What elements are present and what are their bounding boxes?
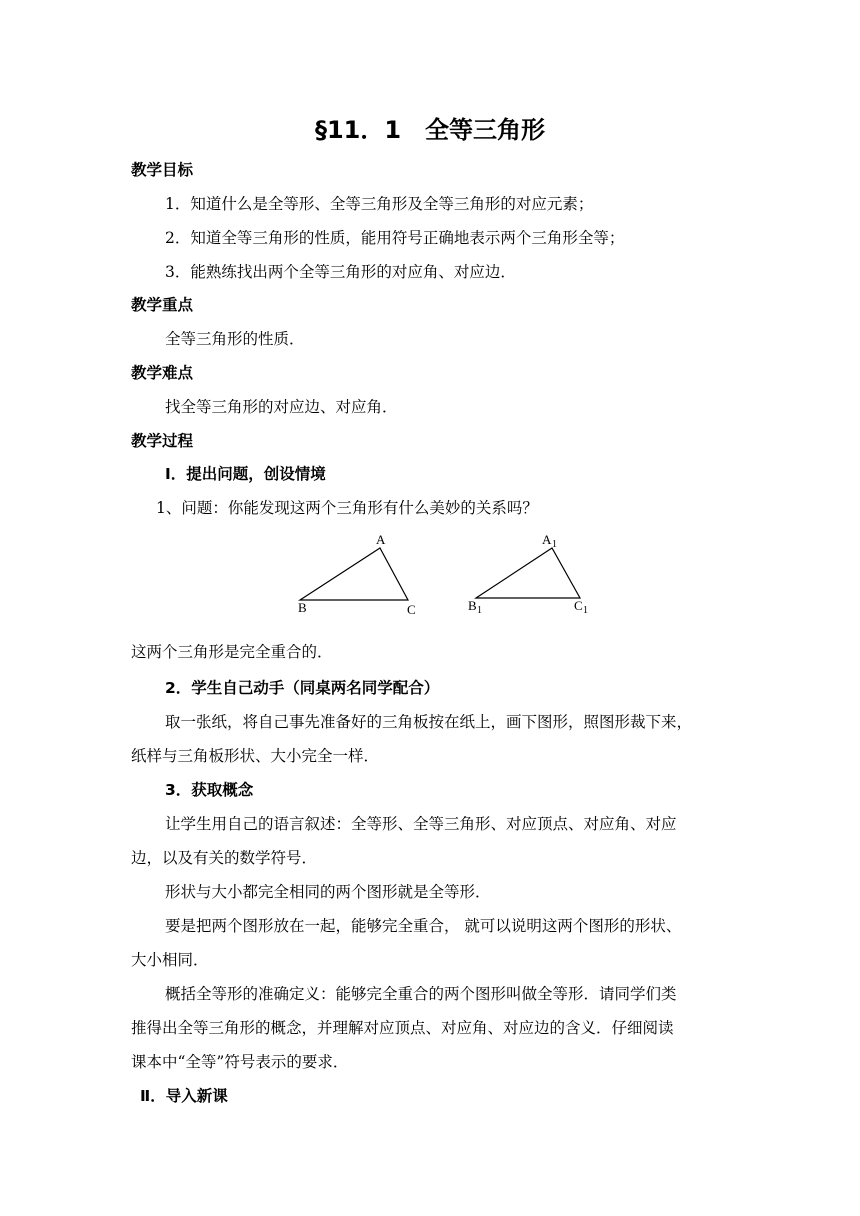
triangles-figure (290, 530, 620, 620)
process-heading: 教学过程 (131, 432, 194, 450)
step3-p1-line2: 边，以及有关的数学符号． (131, 849, 318, 867)
objective-2: 2．知道全等三角形的性质，能用符号正确地表示两个三角形全等； (165, 229, 625, 247)
triangle-abc (300, 548, 408, 600)
step3-heading: 3．获取概念 (165, 781, 254, 799)
difficulty-heading: 教学难点 (131, 364, 194, 382)
difficulty-text: 找全等三角形的对应边、对应角． (165, 398, 398, 416)
label-a: A (376, 532, 386, 547)
step-ii-heading: Ⅱ．导入新课 (140, 1087, 228, 1105)
step3-p1-line1: 让学生用自己的语言叙述：全等形、全等三角形、对应顶点、对应角、对应 (165, 815, 677, 833)
label-b1: B (468, 598, 477, 613)
step2-text-line2: 纸样与三角板形状、大小完全一样． (131, 747, 380, 765)
step3-p4-line2: 推得出全等三角形的概念，并理解对应顶点、对应角、对应边的含义．仔细阅读 (131, 1019, 674, 1037)
label-a1-sub: 1 (552, 539, 557, 550)
step1-answer: 这两个三角形是完全重合的． (131, 643, 333, 661)
step2-text-line1: 取一张纸，将自己事先准备好的三角板按在纸上，画下图形，照图形裁下来， (165, 713, 693, 731)
label-c1: C (574, 598, 583, 613)
step2-heading: 2．学生自己动手（同桌两名同学配合） (165, 679, 440, 697)
step1-question: 1、问题：你能发现这两个三角形有什么美妙的关系吗？ (156, 499, 538, 517)
key-points-heading: 教学重点 (131, 296, 194, 314)
objective-1: 1．知道什么是全等形、全等三角形及全等三角形的对应元素； (165, 195, 594, 213)
step3-p4-line3: 课本中“全等”符号表示的要求． (131, 1053, 349, 1071)
step3-p4-line1: 概括全等形的准确定义：能够完全重合的两个图形叫做全等形．请同学们类 (165, 985, 677, 1003)
objective-3: 3．能熟练找出两个全等三角形的对应角、对应边． (165, 263, 516, 281)
label-b: B (298, 600, 307, 615)
key-points-text: 全等三角形的性质． (165, 330, 305, 348)
triangle-a1b1c1 (476, 548, 580, 598)
step3-p3-line2: 大小相同． (131, 951, 209, 969)
label-b1-sub: 1 (477, 605, 482, 616)
step3-p3-line1: 要是把两个图形放在一起，能够完全重合， 就可以说明这两个图形的形状、 (165, 917, 682, 935)
page-title: §11．1 全等三角形 (314, 116, 546, 144)
step3-p2: 形状与大小都完全相同的两个图形就是全等形． (165, 883, 491, 901)
objectives-heading: 教学目标 (131, 161, 194, 179)
label-a1: A (542, 532, 552, 547)
label-c1-sub: 1 (583, 605, 588, 616)
step1-heading: Ⅰ．提出问题，创设情境 (165, 465, 326, 483)
label-c: C (407, 602, 416, 617)
